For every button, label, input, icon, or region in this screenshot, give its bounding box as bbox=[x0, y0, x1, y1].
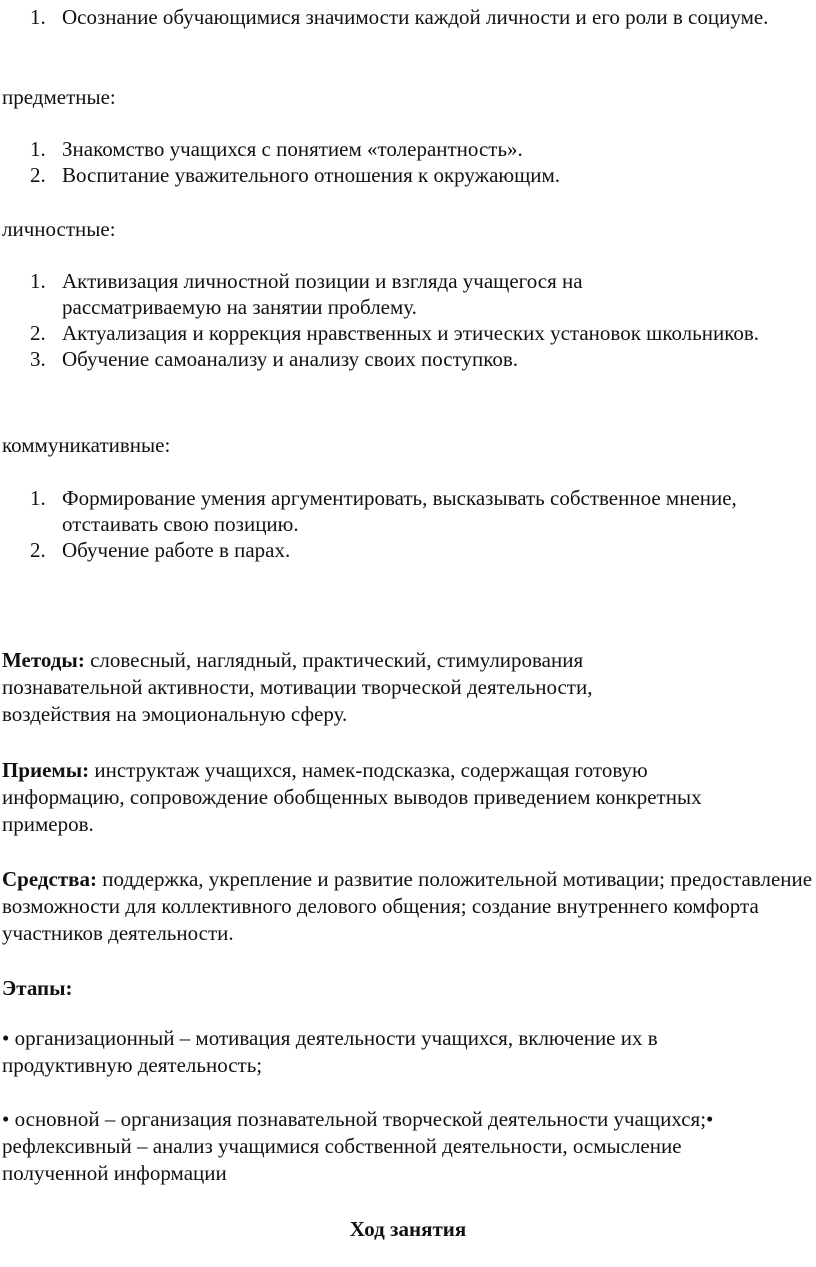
list-item-text: Формирование умения аргументировать, высказывать собственное мнение, отстаивать свою позицию. bbox=[62, 486, 737, 536]
personal-label: личностные: bbox=[2, 217, 116, 241]
goals-list-subject bbox=[0, 136, 816, 188]
list-number: 2. bbox=[30, 321, 46, 345]
methods-label: Методы: bbox=[2, 648, 85, 672]
stage-organizational: • организационный – мотивация деятельности учащихся, включение их в продуктивную деятельность; bbox=[2, 1026, 658, 1077]
list-item-text: Воспитание уважительного отношения к окружающим. bbox=[62, 163, 561, 187]
goals-list-intro bbox=[0, 4, 816, 30]
communicative-label: коммуникативные: bbox=[2, 433, 171, 457]
stage-main-reflexive: • основной – организация познавательной творческой деятельности учащихся;• рефлексивный – анализ учащимися собственной деятельности, осмысление полученной информации bbox=[2, 1107, 714, 1185]
list-item bbox=[0, 485, 774, 537]
list-number: 2. bbox=[30, 163, 46, 187]
list-item-text: Обучение работе в парах. bbox=[62, 538, 291, 562]
list-item bbox=[0, 162, 802, 188]
methods-paragraph bbox=[2, 647, 702, 728]
list-item-text: Актуализация и коррекция нравственных и этических установок школьников. bbox=[62, 321, 760, 345]
list-item bbox=[0, 320, 782, 346]
techniques-text: инструктаж учащихся, намек-подсказка, содержащая готовую информацию, сопровождение обобщенных выводов приведением конкретных примеров. bbox=[2, 758, 702, 836]
techniques-paragraph bbox=[2, 757, 772, 838]
methods-text: словесный, наглядный, практический, стимулирования познавательной активности, мотивации творческой деятельности, воздействия на эмоциональную сферу. bbox=[2, 648, 593, 726]
list-item bbox=[0, 4, 802, 30]
list-number: 1. bbox=[30, 269, 46, 293]
list-item bbox=[0, 136, 802, 162]
goals-list-personal bbox=[0, 268, 816, 372]
list-item-text: Знакомство учащихся с понятием «толерантность». bbox=[62, 137, 523, 161]
techniques-label: Приемы: bbox=[2, 758, 90, 782]
list-item-text: Обучение самоанализу и анализу своих поступков. bbox=[62, 347, 519, 371]
list-item bbox=[0, 537, 774, 563]
list-item bbox=[0, 346, 782, 372]
list-item-text: Осознание обучающимися значимости каждой личности и его роли в социуме. bbox=[62, 5, 769, 29]
means-paragraph bbox=[2, 866, 814, 947]
list-number: 3. bbox=[30, 347, 46, 371]
goals-list-communicative bbox=[0, 485, 816, 563]
stages-label: Этапы: bbox=[2, 976, 73, 1000]
list-number: 1. bbox=[30, 486, 46, 510]
list-item bbox=[0, 268, 682, 320]
means-text: поддержка, укрепление и развитие положительной мотивации; предоставление возможности для коллективного делового общения; создание внутреннего комфорта участников деятельности. bbox=[2, 867, 813, 945]
list-number: 1. bbox=[30, 5, 46, 29]
course-heading: Ход занятия bbox=[349, 1217, 467, 1241]
subject-label: предметные: bbox=[2, 85, 116, 109]
list-number: 2. bbox=[30, 538, 46, 562]
means-label: Средства: bbox=[2, 867, 97, 891]
list-number: 1. bbox=[30, 137, 46, 161]
list-item-text: Активизация личностной позиции и взгляда учащегося на рассматриваемую на занятии проблему. bbox=[62, 269, 583, 319]
